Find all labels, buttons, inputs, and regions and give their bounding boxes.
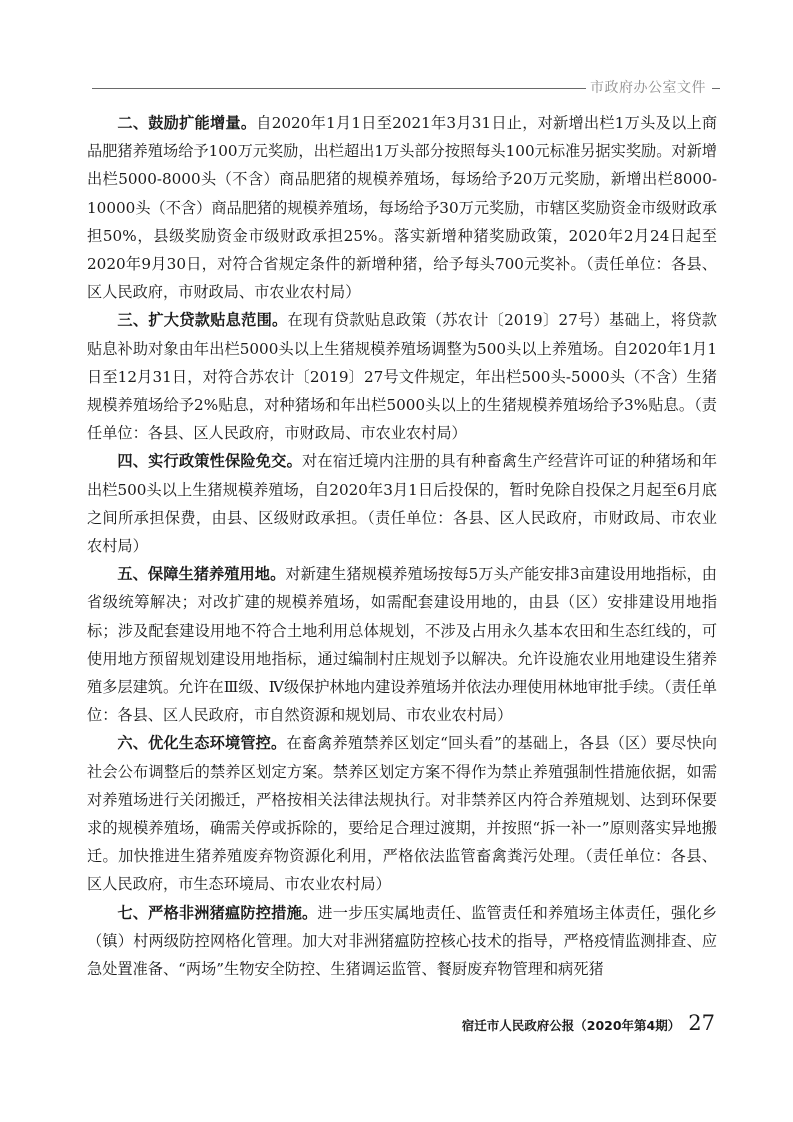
paragraph-3 xyxy=(87,306,717,447)
paragraph-heading: 三、扩大贷款贴息范围。 xyxy=(117,311,288,330)
paragraph-heading: 六、优化生态环境管控。 xyxy=(117,734,287,753)
publication-title: 宿迁市人民政府公报（2020年第4期） xyxy=(461,1018,681,1033)
paragraph-heading: 二、鼓励扩能增量。 xyxy=(117,114,257,132)
header-rule-end xyxy=(712,88,720,89)
paragraph-text: 进一步压实属地责任、监管责任和养殖场主体责任，强化乡（镇）村两级防控网格化管理。加大对非洲猪瘟防控核心技术的指导，严格疫情监测排查、应急处置准备、“两场”生物安全防控、生猪调运监管、餐厨废弃物管理和病死猪 xyxy=(87,903,718,979)
document-body xyxy=(87,109,717,983)
paragraph-heading: 七、严格非洲猪瘟防控措施。 xyxy=(117,903,318,922)
paragraph-heading: 五、保障生猪养殖用地。 xyxy=(117,565,286,584)
paragraph-text: 对新建生猪规模养殖场按每5万头产能安排3亩建设用地指标，由省级统筹解决；对改扩建的规模养殖场，如需配套建设用地的，由县（区）安排建设用地指标；涉及配套建设用地不符合土地利用总体规划，不涉及占用永久基本农田和生态红线的，可使用地方预留规划建设用地指标，通过编制村庄规划予以解决。允许设施农业用地建设生猪养殖多层建筑。允许在Ⅲ级、Ⅳ级保护林地内建设养殖场并依法办理使用林地审批手续。（责任单位：各县、区人民政府，市自然资源和规划局、市农业农村局） xyxy=(87,565,717,725)
page-footer xyxy=(462,1011,715,1035)
paragraph-6 xyxy=(87,729,717,898)
paragraph-2 xyxy=(87,109,717,306)
paragraph-text: 对在宿迁境内注册的具有种畜禽生产经营许可证的种猪场和年出栏500头以上生猪规模养殖场，自2020年3月1日后投保的，暂时免除自投保之月起至6月底之间所承担保费，由县、区级财政承担。（责任单位：各县、区人民政府，市财政局、市农业农村局） xyxy=(87,452,718,556)
paragraph-4 xyxy=(87,447,717,560)
paragraph-text: 自2020年1月1日至2021年3月31日止，对新增出栏1万头及以上商品肥猪养殖场给予100万元奖励，出栏超出1万头部分按照每头100元标准另据实奖励。对新增出栏5000-8000头（不含）商品肥猪的规模养殖场，每场给予20万元奖励，新增出栏8000-10000头（不含）商品肥猪的规模养殖场，每场给予30万元奖励，市辖区奖励资金市级财政承担50%，县级奖励资金市级财政承担25%。落实新增种猪奖励政策，2020年2月24日起至2020年9月30日，对符合省规定条件的新增种猪，给予每头700元奖补。（责任单位：各县、区人民政府，市财政局、市农业农村局） xyxy=(87,114,718,302)
header-rule xyxy=(92,88,586,89)
paragraph-7 xyxy=(87,899,717,984)
header-label: 市政府办公室文件 xyxy=(590,80,706,96)
paragraph-text: 在畜禽养殖禁养区划定“回头看”的基础上，各县（区）要尽快向社会公布调整后的禁养区划定方案。禁养区划定方案不得作为禁止养殖强制性措施依据，如需对养殖场进行关闭搬迁，严格按相关法律法规执行。对非禁养区内符合养殖规划、达到环保要求的规模养殖场，确需关停或拆除的，要给足合理过渡期，并按照“拆一补一”原则落实异地搬迁。加快推进生猪养殖废弃物资源化利用，严格依法监管畜禽粪污处理。（责任单位：各县、区人民政府，市生态环境局、市农业农村局） xyxy=(87,734,718,894)
paragraph-5 xyxy=(87,560,717,729)
paragraph-text: 在现有贷款贴息政策（苏农计〔2019〕27号）基础上，将贷款贴息补助对象由年出栏5000头以上生猪规模养殖场调整为500头以上养殖场。自2020年1月1日至12月31日，对符合苏农计〔2019〕27号文件规定，年出栏500头-5000头（不含）生猪规模养殖场给予2%贴息，对种猪场和年出栏5000头以上的生猪规模养殖场给予3%贴息。（责任单位：各县、区人民政府，市财政局、市农业农村局） xyxy=(87,311,717,443)
page-number: 27 xyxy=(688,1011,715,1035)
paragraph-heading: 四、实行政策性保险免交。 xyxy=(117,452,302,471)
